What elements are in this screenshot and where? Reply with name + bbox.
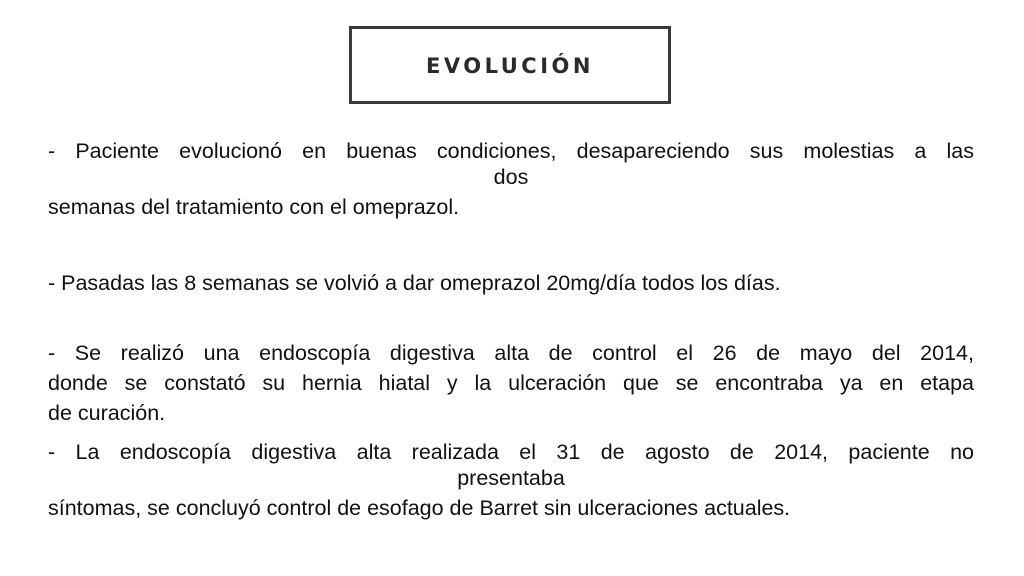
paragraph-3-line-1: - Se realizó una endoscopía digestiva alta de control el 26 de mayo del 2014,	[48, 341, 974, 365]
paragraph-2-line-1: - Pasadas las 8 semanas se volvió a dar omeprazol 20mg/día todos los días.	[48, 271, 781, 295]
paragraph-4	[48, 437, 974, 523]
title-box	[349, 26, 671, 104]
slide-title: EVOLUCIÓN	[426, 53, 594, 78]
paragraph-4-line-1: - La endoscopía digestiva alta realizada el 31 de agosto de 2014, paciente no	[48, 440, 974, 464]
paragraph-1-line-2: dos	[493, 165, 529, 189]
paragraph-1-line-1: - Paciente evolucionó en buenas condiciones, desapareciendo sus molestias a las	[48, 139, 974, 163]
paragraph-1	[48, 136, 974, 222]
paragraph-4-line-2: presentaba	[457, 466, 565, 490]
paragraph-3-line-2: donde se constató su hernia hiatal y la ulceración que se encontraba ya en etapa	[48, 371, 974, 395]
paragraph-3	[48, 338, 974, 428]
paragraph-1-line-3: semanas del tratamiento con el omeprazol.	[48, 195, 460, 219]
paragraph-3-line-3: de curación.	[48, 401, 166, 425]
paragraph-2	[48, 268, 974, 298]
paragraph-4-line-3: síntomas, se concluyó control de esofago de Barret sin ulceraciones actuales.	[48, 496, 791, 520]
